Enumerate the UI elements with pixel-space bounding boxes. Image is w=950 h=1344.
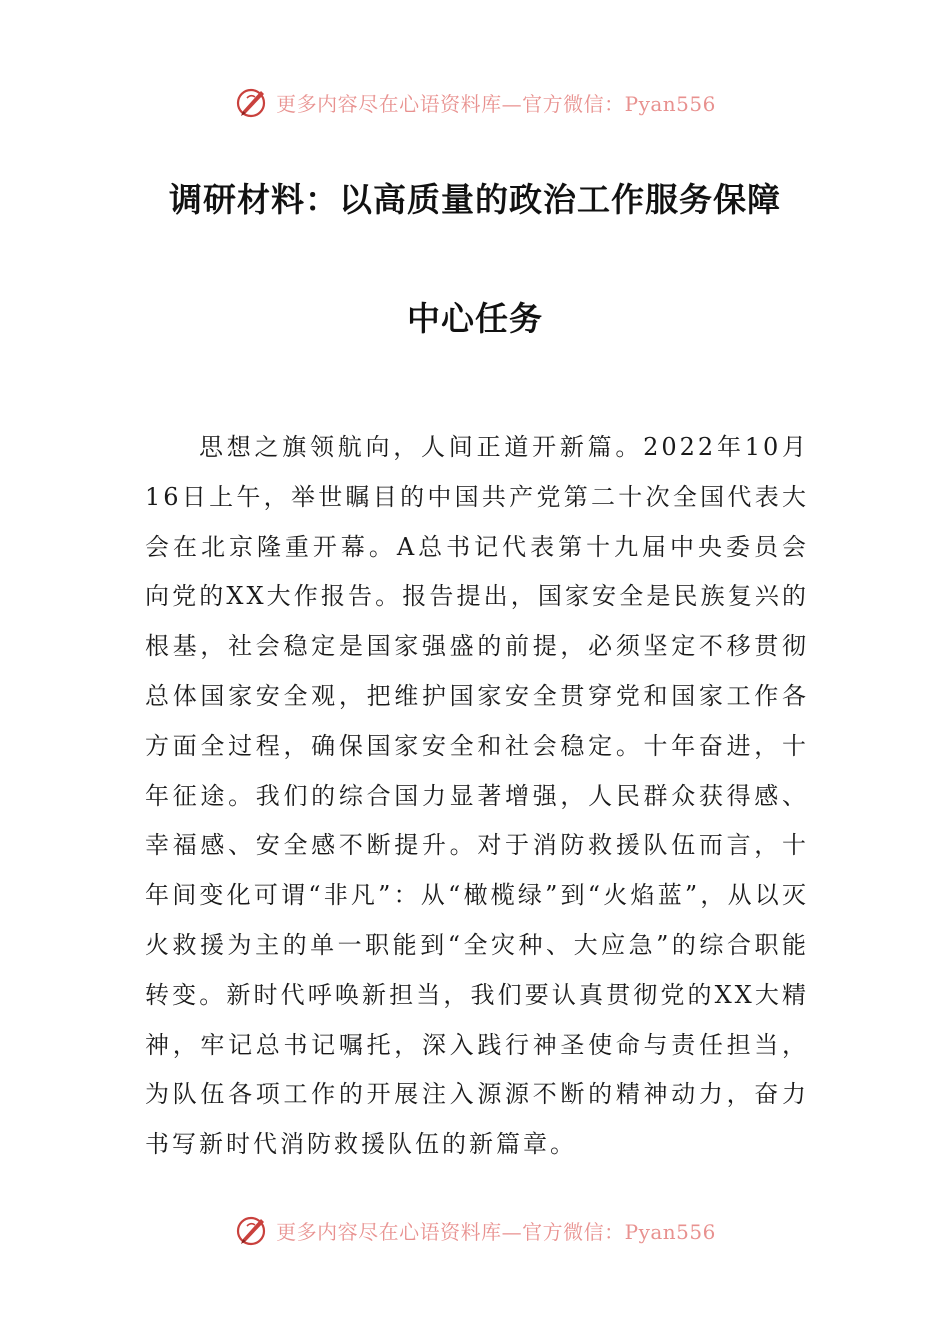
body-paragraph: 思想之旗领航向，人间正道开新篇。2022年10月16日上午，举世瞩目的中国共产党第二十次全国代表大会在北京隆重开幕。A总书记代表第十九届中央委员会向党的XX大作报告。报告提出，国家安全是民族复兴的根基，社会稳定是国家强盛的前提，必须坚定不移贯彻总体国家安全观，把维护国家安全贯穿党和国家工作各方面全过程，确保国家安全和社会稳定。十年奋进，十年征途。我们的综合国力显著增强，人民群众获得感、幸福感、安全感不断提升。对于消防救援队伍而言，十年间变化可谓“非凡”：从“橄榄绿”到“火焰蓝”，从以灭火救援为主的单一职能到“全灾种、大应急”的综合职能转变。新时代呼唤新担当，我们要认真贯彻党的XX大精神，牢记总书记嘱托，深入践行神圣使命与责任担当，为队伍各项工作的开展注入源源不断的精神动力，奋力书写新时代消防救援队伍的新篇章。	[145, 433, 809, 1159]
document-title	[0, 162, 950, 356]
footer-watermark	[0, 1208, 950, 1252]
pen-in-circle-logo-icon	[234, 84, 270, 120]
watermark-text: 更多内容尽在心语资料库—官方微信：Pyan556	[276, 1219, 716, 1244]
title-line-1: 调研材料：以高质量的政治工作服务保障	[169, 180, 781, 219]
pen-in-circle-logo-icon	[234, 1212, 270, 1248]
footer-watermark-inner	[234, 1212, 716, 1248]
header-watermark	[0, 80, 950, 124]
watermark-text: 更多内容尽在心语资料库—官方微信：Pyan556	[276, 91, 716, 116]
header-watermark-inner	[234, 84, 716, 120]
title-line-2: 中心任务	[407, 299, 543, 338]
